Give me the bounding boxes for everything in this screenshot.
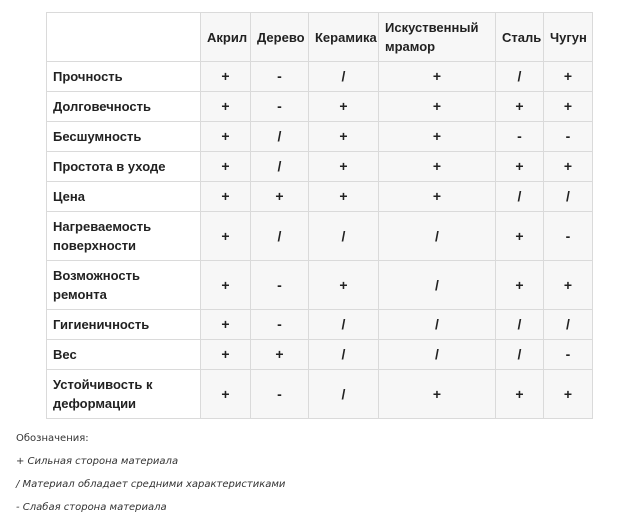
row-label: Бесшумность — [47, 122, 201, 152]
table-row — [47, 152, 593, 182]
table-cell: - — [251, 62, 309, 92]
table-cell: + — [201, 340, 251, 370]
column-header-ceramic: Керамика — [309, 13, 379, 62]
table-cell: - — [251, 261, 309, 310]
table-cell: / — [379, 310, 496, 340]
table-row — [47, 261, 593, 310]
legend — [16, 427, 285, 519]
table-cell: - — [251, 370, 309, 419]
table-row — [47, 310, 593, 340]
table-cell: / — [496, 62, 544, 92]
table-cell: + — [309, 261, 379, 310]
table-cell: / — [379, 261, 496, 310]
column-header-wood: Дерево — [251, 13, 309, 62]
table-row — [47, 340, 593, 370]
comparison-table — [46, 12, 593, 419]
table-cell: / — [309, 212, 379, 261]
row-label: Простота в уходе — [47, 152, 201, 182]
table-cell: + — [201, 182, 251, 212]
table-cell: - — [251, 310, 309, 340]
table-cell: + — [379, 92, 496, 122]
table-cell: + — [201, 212, 251, 261]
table-cell: + — [309, 92, 379, 122]
table-cell: / — [251, 122, 309, 152]
table-cell: + — [496, 370, 544, 419]
table-cell: + — [379, 182, 496, 212]
legend-item-average: / Материал обладает средними характеристиками — [16, 479, 286, 490]
table-cell: + — [496, 212, 544, 261]
table-cell: / — [496, 340, 544, 370]
table-cell: / — [496, 310, 544, 340]
table-row — [47, 182, 593, 212]
table-row — [47, 62, 593, 92]
table-cell: + — [379, 370, 496, 419]
column-header-cast-iron: Чугун — [544, 13, 593, 62]
table-row — [47, 370, 593, 419]
table-cell: + — [251, 340, 309, 370]
table-cell: - — [544, 340, 593, 370]
table-cell: - — [544, 212, 593, 261]
table-cell: + — [544, 62, 593, 92]
table-cell: / — [309, 340, 379, 370]
table-cell: / — [379, 340, 496, 370]
table-cell: + — [379, 152, 496, 182]
table-cell: / — [251, 152, 309, 182]
table-cell: + — [309, 182, 379, 212]
table-cell: / — [309, 310, 379, 340]
table-cell: / — [496, 182, 544, 212]
header-corner-cell — [47, 13, 201, 62]
row-label: Устойчивость к деформации — [47, 370, 201, 419]
column-header-artificial-marble: Искуственный мрамор — [379, 13, 496, 62]
table-cell: / — [544, 182, 593, 212]
row-label: Вес — [47, 340, 201, 370]
table-cell: - — [251, 92, 309, 122]
table-cell: + — [544, 152, 593, 182]
table-cell: + — [379, 62, 496, 92]
table-cell: + — [544, 370, 593, 419]
row-label: Возможность ремонта — [47, 261, 201, 310]
table-cell: + — [379, 122, 496, 152]
table-cell: + — [496, 92, 544, 122]
row-label: Цена — [47, 182, 201, 212]
table-cell: + — [201, 152, 251, 182]
table-cell: - — [496, 122, 544, 152]
table-cell: + — [309, 122, 379, 152]
table-cell: + — [496, 261, 544, 310]
row-label: Прочность — [47, 62, 201, 92]
row-label: Долговечность — [47, 92, 201, 122]
table-row — [47, 122, 593, 152]
table-row — [47, 92, 593, 122]
legend-title: Обозначения: — [16, 433, 89, 444]
table-cell: + — [201, 370, 251, 419]
table-cell: / — [309, 370, 379, 419]
table-cell: + — [201, 92, 251, 122]
legend-item-strong: + Сильная сторона материала — [16, 456, 179, 467]
row-label: Нагреваемость поверхности — [47, 212, 201, 261]
table-cell: + — [251, 182, 309, 212]
table-cell: + — [309, 152, 379, 182]
table-cell: / — [544, 310, 593, 340]
table-cell: + — [201, 310, 251, 340]
table-cell: - — [544, 122, 593, 152]
table-cell: + — [544, 261, 593, 310]
legend-item-weak: - Слабая сторона материала — [16, 502, 167, 513]
table-header-row — [47, 13, 593, 62]
table-cell: + — [201, 261, 251, 310]
table-cell: / — [251, 212, 309, 261]
table-row — [47, 212, 593, 261]
row-label: Гигиеничность — [47, 310, 201, 340]
table-cell: + — [201, 122, 251, 152]
table-cell: / — [309, 62, 379, 92]
table-cell: + — [544, 92, 593, 122]
table-cell: / — [379, 212, 496, 261]
table-cell: + — [201, 62, 251, 92]
column-header-acrylic: Акрил — [201, 13, 251, 62]
column-header-steel: Сталь — [496, 13, 544, 62]
table-cell: + — [496, 152, 544, 182]
